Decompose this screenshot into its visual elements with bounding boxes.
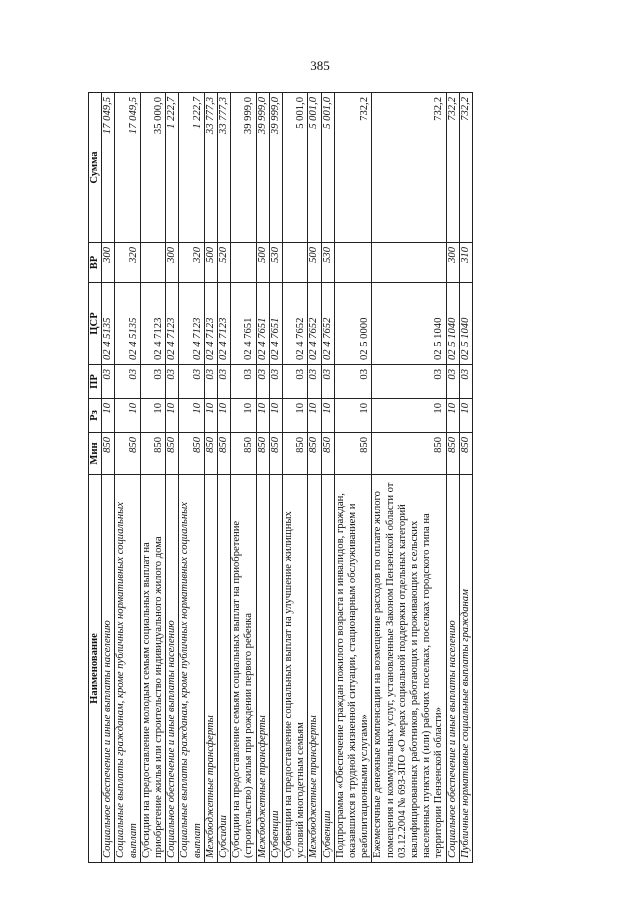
header-rz: Рз xyxy=(89,399,102,433)
cell-rz: 10 xyxy=(218,399,231,433)
cell-min: 850 xyxy=(218,433,231,475)
header-pr: ПР xyxy=(89,365,102,399)
cell-rz: 10 xyxy=(102,399,115,433)
cell-sum: 39 999,0 xyxy=(231,93,256,243)
cell-sum: 5 001,0 xyxy=(283,93,308,243)
cell-csr: 02 5 1040 xyxy=(459,283,472,365)
table-row xyxy=(140,93,165,863)
cell-vr xyxy=(334,243,372,283)
cell-sum: 5 001,0 xyxy=(321,93,334,243)
cell-pr: 03 xyxy=(231,365,256,399)
cell-rz: 10 xyxy=(283,399,308,433)
cell-csr: 02 5 1040 xyxy=(372,283,446,365)
cell-rz: 10 xyxy=(204,399,217,433)
page-number: 385 xyxy=(310,58,330,73)
cell-rz: 10 xyxy=(446,399,459,433)
cell-min: 850 xyxy=(115,433,140,475)
cell-sum: 5 001,0 xyxy=(308,93,321,243)
table-body xyxy=(102,93,473,863)
cell-sum: 39 999,0 xyxy=(269,93,282,243)
cell-pr: 03 xyxy=(102,365,115,399)
rotated-table-frame xyxy=(88,93,556,863)
cell-name: Подпрограмма «Обеспечение граждан пожилого возраста и инвалидов, граждан, оказавшихся в трудной жизненной ситуации, стационарным обслуживанием и реабилитационными услугами» xyxy=(334,475,372,863)
cell-rz: 10 xyxy=(308,399,321,433)
table-row xyxy=(308,93,321,863)
cell-name: Субсидии xyxy=(218,475,231,863)
cell-csr: 02 4 7652 xyxy=(321,283,334,365)
cell-csr: 02 4 7652 xyxy=(283,283,308,365)
cell-min: 850 xyxy=(321,433,334,475)
cell-name: Межбюджетные трансферты xyxy=(256,475,269,863)
cell-vr: 520 xyxy=(218,243,231,283)
cell-pr: 03 xyxy=(115,365,140,399)
cell-name: Социальное обеспечение и иные выплаты населению xyxy=(166,475,179,863)
cell-min: 850 xyxy=(334,433,372,475)
rotated-table-area xyxy=(88,93,556,863)
cell-name: Социальное обеспечение и иные выплаты населению xyxy=(102,475,115,863)
cell-csr: 02 4 7123 xyxy=(204,283,217,365)
table-row xyxy=(269,93,282,863)
cell-sum: 732,2 xyxy=(372,93,446,243)
cell-rz: 10 xyxy=(179,399,204,433)
table-header-row xyxy=(89,93,102,863)
cell-sum: 39 999,0 xyxy=(256,93,269,243)
table-row xyxy=(102,93,115,863)
cell-pr: 03 xyxy=(308,365,321,399)
cell-csr: 02 5 0000 xyxy=(334,283,372,365)
cell-csr: 02 5 1040 xyxy=(446,283,459,365)
cell-pr: 03 xyxy=(269,365,282,399)
header-min: Мин xyxy=(89,433,102,475)
cell-pr: 03 xyxy=(321,365,334,399)
table-row xyxy=(372,93,446,863)
cell-pr: 03 xyxy=(372,365,446,399)
cell-sum: 1 222,7 xyxy=(166,93,179,243)
header-sum: Сумма xyxy=(89,93,102,243)
cell-min: 850 xyxy=(140,433,165,475)
cell-vr: 500 xyxy=(204,243,217,283)
cell-name: Ежемесячные денежные компенсации на возмещение расходов по оплате жилого помещения и коммунальных услуг, установленные Законом Пензенской области от 03.12.2004 № 693-ЗПО «О мерах социальной поддержки отдельных категорий квалифицированных работников, работающих и проживающих в сельских населенных пунктах и (или) рабочих поселках, поселках городского типа на территории Пензенской области» xyxy=(372,475,446,863)
cell-sum: 1 222,7 xyxy=(179,93,204,243)
cell-min: 850 xyxy=(179,433,204,475)
cell-vr: 320 xyxy=(115,243,140,283)
cell-name: Социальное обеспечение и иные выплаты населению xyxy=(446,475,459,863)
cell-sum: 732,2 xyxy=(446,93,459,243)
cell-sum: 33 777,3 xyxy=(218,93,231,243)
cell-rz: 10 xyxy=(115,399,140,433)
cell-rz: 10 xyxy=(459,399,472,433)
cell-min: 850 xyxy=(283,433,308,475)
cell-name: Субвенции xyxy=(269,475,282,863)
cell-sum: 732,2 xyxy=(459,93,472,243)
cell-min: 850 xyxy=(372,433,446,475)
cell-vr: 500 xyxy=(308,243,321,283)
cell-csr: 02 4 7651 xyxy=(256,283,269,365)
cell-sum: 732,2 xyxy=(334,93,372,243)
cell-vr xyxy=(372,243,446,283)
cell-rz: 10 xyxy=(166,399,179,433)
table-row xyxy=(334,93,372,863)
cell-pr: 03 xyxy=(218,365,231,399)
table-row xyxy=(166,93,179,863)
cell-pr: 03 xyxy=(140,365,165,399)
cell-csr: 02 4 7651 xyxy=(269,283,282,365)
cell-rz: 10 xyxy=(334,399,372,433)
table-row xyxy=(115,93,140,863)
cell-vr: 500 xyxy=(256,243,269,283)
cell-vr xyxy=(231,243,256,283)
table-row xyxy=(179,93,204,863)
cell-rz: 10 xyxy=(372,399,446,433)
cell-name: Социальные выплаты гражданам, кроме публичных нормативных социальных выплат xyxy=(115,475,140,863)
cell-name: Субсидии на предоставление молодым семьям социальных выплат на приобретение жилья или строительство индивидуального жилого дома xyxy=(140,475,165,863)
cell-csr: 02 4 7123 xyxy=(166,283,179,365)
cell-min: 850 xyxy=(204,433,217,475)
cell-vr: 530 xyxy=(269,243,282,283)
cell-pr: 03 xyxy=(446,365,459,399)
table-row xyxy=(231,93,256,863)
cell-csr: 02 4 7123 xyxy=(179,283,204,365)
cell-rz: 10 xyxy=(140,399,165,433)
cell-name: Публичные нормативные социальные выплаты гражданам xyxy=(459,475,472,863)
cell-vr: 320 xyxy=(179,243,204,283)
cell-pr: 03 xyxy=(204,365,217,399)
cell-vr: 530 xyxy=(321,243,334,283)
cell-vr xyxy=(283,243,308,283)
cell-vr: 300 xyxy=(102,243,115,283)
cell-csr: 02 4 7123 xyxy=(218,283,231,365)
cell-vr: 300 xyxy=(446,243,459,283)
cell-sum: 33 777,3 xyxy=(204,93,217,243)
cell-sum: 17 049,5 xyxy=(102,93,115,243)
table-row xyxy=(321,93,334,863)
cell-name: Субвенции на предоставление социальных выплат на улучшение жилищных условий многодетным семьям xyxy=(283,475,308,863)
cell-rz: 10 xyxy=(256,399,269,433)
table-row xyxy=(283,93,308,863)
cell-rz: 10 xyxy=(321,399,334,433)
table-row xyxy=(446,93,459,863)
table-row xyxy=(204,93,217,863)
cell-vr: 300 xyxy=(166,243,179,283)
cell-min: 850 xyxy=(308,433,321,475)
cell-min: 850 xyxy=(269,433,282,475)
header-vr: ВР xyxy=(89,243,102,283)
budget-table xyxy=(88,92,473,863)
cell-pr: 03 xyxy=(179,365,204,399)
cell-vr xyxy=(140,243,165,283)
cell-pr: 03 xyxy=(334,365,372,399)
cell-name: Субсидии на предоставление семьям социальных выплат на приобретение (строительство) жилья при рождении первого ребенка xyxy=(231,475,256,863)
cell-min: 850 xyxy=(446,433,459,475)
cell-csr: 02 4 7652 xyxy=(308,283,321,365)
cell-csr: 02 4 5135 xyxy=(102,283,115,365)
cell-name: Межбюджетные трансферты xyxy=(308,475,321,863)
cell-csr: 02 4 5135 xyxy=(115,283,140,365)
cell-min: 850 xyxy=(231,433,256,475)
cell-rz: 10 xyxy=(231,399,256,433)
cell-pr: 03 xyxy=(459,365,472,399)
cell-min: 850 xyxy=(102,433,115,475)
header-name: Наименование xyxy=(89,475,102,863)
cell-rz: 10 xyxy=(269,399,282,433)
cell-csr: 02 4 7123 xyxy=(140,283,165,365)
cell-min: 850 xyxy=(166,433,179,475)
cell-pr: 03 xyxy=(256,365,269,399)
cell-csr: 02 4 7651 xyxy=(231,283,256,365)
header-csr: ЦСР xyxy=(89,283,102,365)
cell-name: Социальные выплаты гражданам, кроме публичных нормативных социальных выплат xyxy=(179,475,204,863)
table-row xyxy=(218,93,231,863)
cell-pr: 03 xyxy=(166,365,179,399)
cell-vr: 310 xyxy=(459,243,472,283)
cell-name: Субвенции xyxy=(321,475,334,863)
cell-min: 850 xyxy=(459,433,472,475)
cell-sum: 17 049,5 xyxy=(115,93,140,243)
cell-pr: 03 xyxy=(283,365,308,399)
cell-sum: 35 000,0 xyxy=(140,93,165,243)
table-row xyxy=(256,93,269,863)
cell-name: Межбюджетные трансферты xyxy=(204,475,217,863)
table-row xyxy=(459,93,472,863)
cell-min: 850 xyxy=(256,433,269,475)
